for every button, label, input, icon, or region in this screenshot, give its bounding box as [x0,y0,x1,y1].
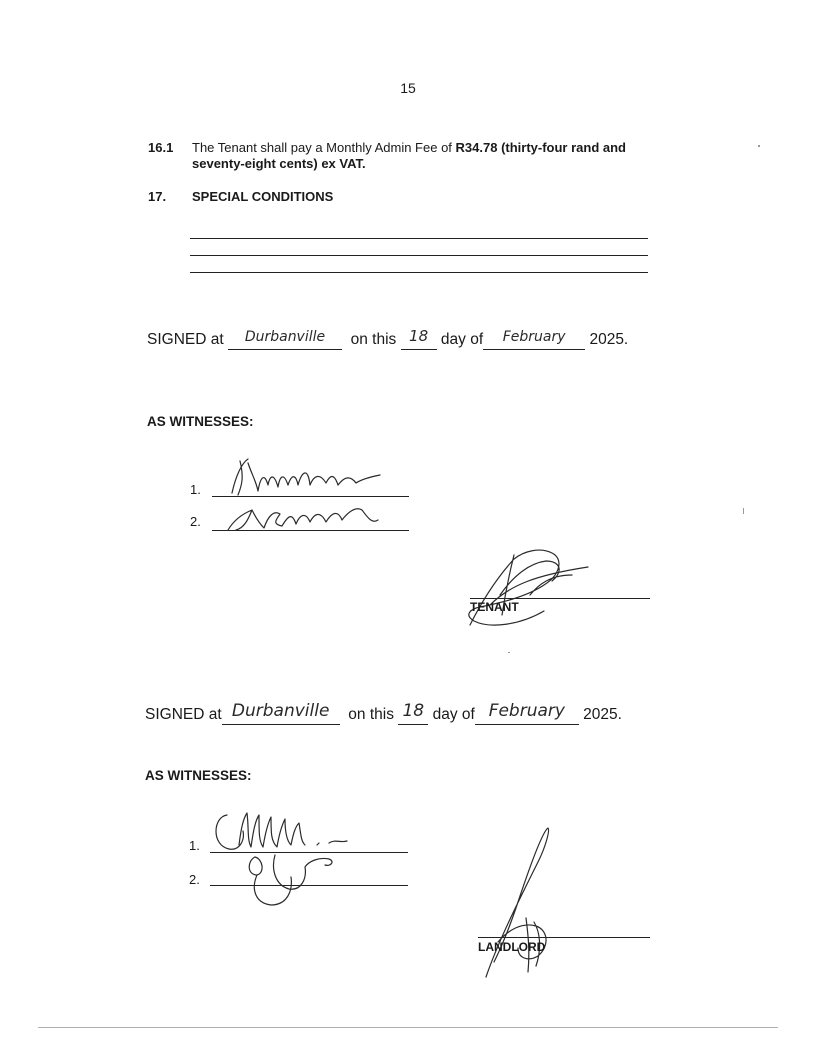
clause-16-1-text-after: . [362,156,366,171]
special-conditions-line-3 [190,272,648,273]
tenant-place-handwritten: Durbanville [244,329,326,345]
tenant-signature [460,545,600,635]
tenant-place-blank [228,331,342,350]
landlord-year: 2025. [583,706,622,723]
landlord-day-of: day of [432,706,475,723]
scan-speck [508,652,510,653]
tenant-day-handwritten: 18 [409,327,429,345]
scan-speck [758,145,760,147]
tenant-label: TENANT [470,600,519,614]
tenant-day-blank [401,327,437,350]
clause-16-1-amount: R34.78 (thirty-four rand and seventy-eight cents) ex VAT [192,140,626,171]
landlord-witness-2-signature [235,845,355,910]
tenant-signed-prefix: SIGNED at [147,331,224,348]
special-conditions-line-2 [190,255,648,256]
clause-16-1-text-before: The Tenant shall pay a Monthly Admin Fee of [192,140,456,155]
scan-speck [743,508,744,514]
landlord-day-blank [398,701,428,725]
landlord-witness-2-number: 2. [189,872,200,887]
tenant-witness-1-number: 1. [190,482,201,497]
landlord-on-this: on this [348,706,394,723]
page-number: 15 [400,80,416,96]
clause-17-heading: SPECIAL CONDITIONS [192,189,334,204]
tenant-witness-2-number: 2. [190,514,201,529]
landlord-signature [478,822,588,982]
tenant-day-of: day of [440,331,484,348]
landlord-signed-statement [145,701,622,725]
clause-17-number: 17. [148,189,167,204]
clause-16-1-text [192,140,662,172]
tenant-year: 2025. [589,331,629,348]
tenant-witness-2-signature [222,500,392,540]
landlord-place-blank [222,701,340,725]
landlord-month-handwritten: February [488,701,565,721]
landlord-month-blank [475,701,579,725]
landlord-witness-1-number: 1. [189,838,200,853]
landlord-day-handwritten: 18 [402,701,425,721]
tenant-witness-1-signature [222,455,392,500]
landlord-witnesses-heading: AS WITNESSES: [145,768,252,783]
clause-16-1-number: 16.1 [148,140,174,155]
tenant-witnesses-heading: AS WITNESSES: [147,414,254,429]
footer-rule [38,1027,778,1028]
tenant-month-handwritten: February [502,329,566,345]
landlord-label: LANDLORD [478,940,546,954]
tenant-month-blank [483,331,585,350]
tenant-signed-statement [147,327,629,350]
special-conditions-line-1 [190,238,648,239]
landlord-signed-prefix: SIGNED at [145,706,222,723]
tenant-on-this: on this [350,331,397,348]
landlord-place-handwritten: Durbanville [231,701,330,721]
